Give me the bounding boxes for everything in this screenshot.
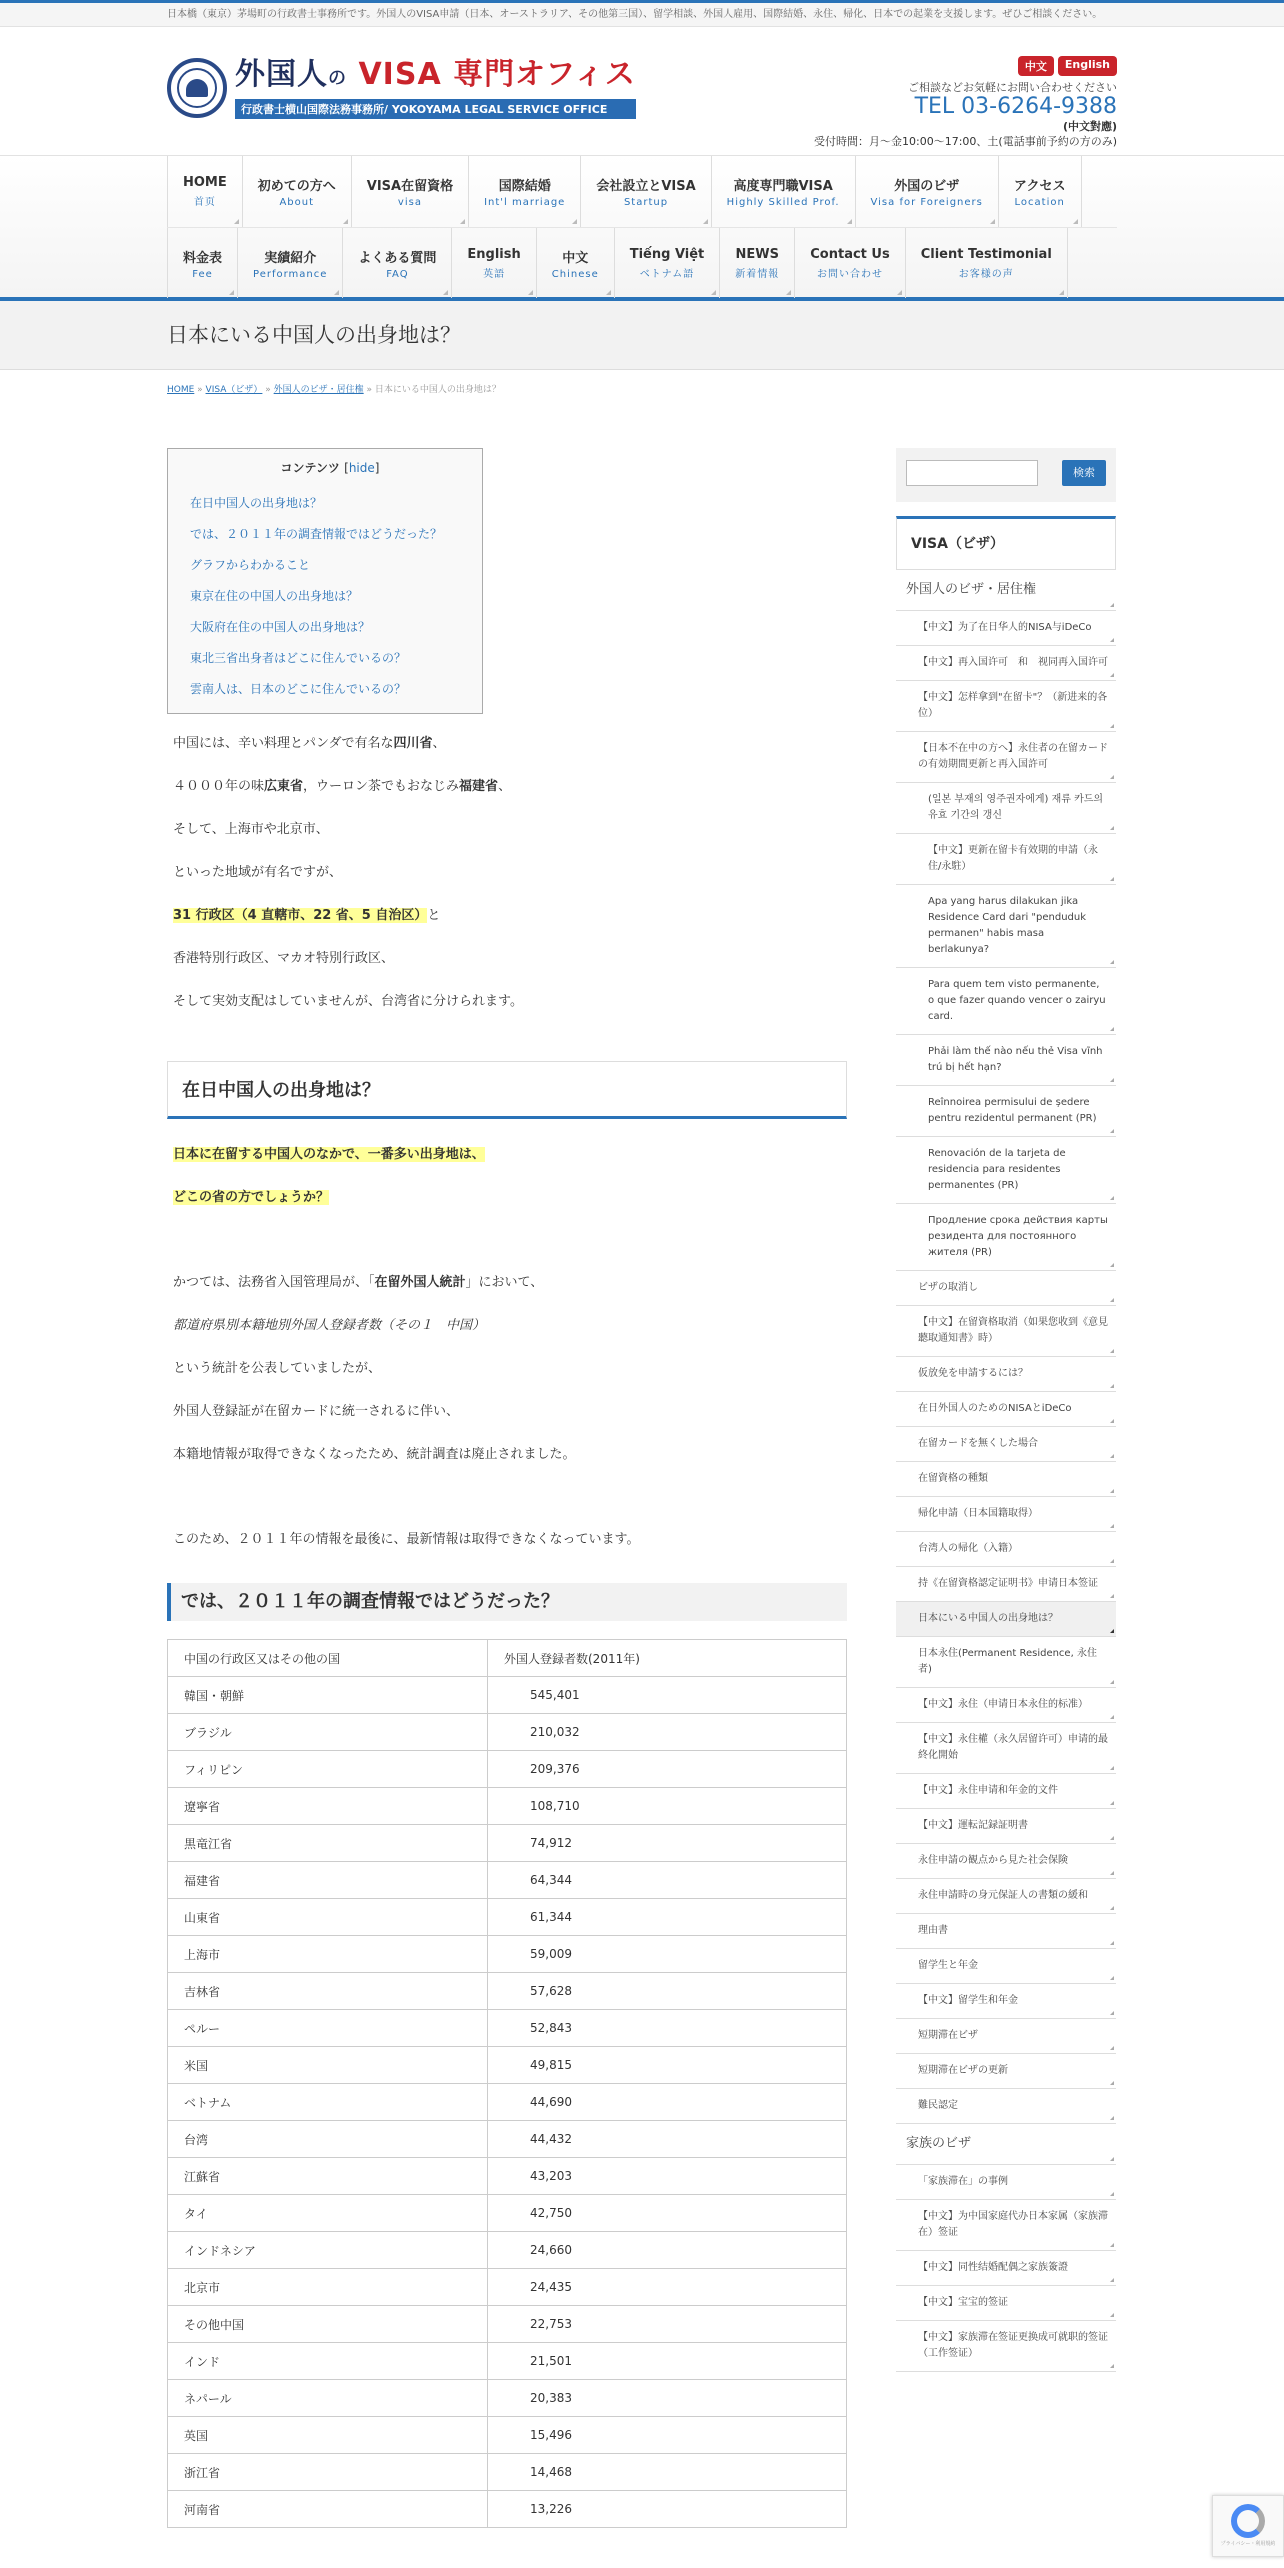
nav-item-row2-7[interactable] [794,228,904,298]
sidebar-link[interactable]: 【日本不在中の方へ】永住者の在留カードの有効期間更新と再入国許可 [896,732,1116,783]
nav-label: Contact Us [810,246,890,262]
nav-item-row1-5[interactable] [711,156,855,227]
nav-label: 外国のビザ [894,179,960,194]
nav-sublabel: Chinese [551,268,599,280]
logo-emblem-icon [167,58,227,118]
table-row [168,1677,847,1714]
table-header-count: 外国人登録者数(2011年) [488,1640,847,1677]
breadcrumb: HOME » VISA（ビザ） » 外国人のビザ・居住権 » 日本にいる中国人の出身地は？ [167,385,501,395]
nav-sublabel: Visa for Foreigners [870,197,983,208]
table-cell-region: フィリピン [168,1751,488,1788]
sidebar-link[interactable]: 日本永住(Permanent Residence, 永住者) [896,1637,1116,1688]
toc-link[interactable]: グラフからわかること [190,558,311,572]
table-cell-count: 59,009 [488,1936,847,1973]
table-row [168,2232,847,2269]
nav-sublabel: 首页 [193,197,216,208]
table-row [168,2047,847,2084]
nav-item-row2-8[interactable] [905,228,1068,298]
table-cell-count: 22,753 [488,2306,847,2343]
toc-link[interactable]: 在日中国人の出身地は？ [190,496,323,510]
header-contact [814,56,1117,149]
sidebar-link[interactable]: 【中文】永住申请和年金的文件 [896,1774,1116,1809]
nav-item-row2-3[interactable] [451,228,535,298]
intro-sichuan: 中国には、辛い料理とパンダで有名な四川省、 [173,736,446,751]
table-cell-region: インドネシア [168,2232,488,2269]
nav-label: English [467,246,521,262]
table-cell-region: 遼寧省 [168,1788,488,1825]
table-header-row [168,1640,847,1677]
table-cell-count: 21,501 [488,2343,847,2380]
nav-sublabel: お客様の声 [958,268,1014,280]
nav-item-row2-0[interactable] [167,228,237,298]
nav-sublabel: お問い合わせ [817,268,883,280]
nav-item-row1-6[interactable] [855,156,998,227]
intro-guangdong: ４０００年の味広東省，ウーロン茶でもおなじみ福建省、 [173,779,512,794]
sidebar-link[interactable]: 日本にいる中国人の出身地は？ [896,1602,1116,1637]
sidebar-link[interactable]: 【中文】同性结婚配偶之家族簽證 [896,2251,1116,2286]
search-input[interactable] [906,460,1038,486]
nav-sublabel: Int'l marriage [484,197,566,208]
recaptcha-badge[interactable] [1212,2495,1284,2557]
page-title: 日本にいる中国人の出身地は？ [167,323,461,347]
nav-item-row1-2[interactable] [351,156,468,227]
nav-label: Client Testimonial [920,246,1052,262]
stats-last-info: このため、２０１１年の情報を最後に、最新情報は取得できなくなっています。 [173,1532,640,1547]
sidebar-link[interactable]: (일본 부재의 영주권자에게) 재류 카드의 유효 기간의 갱신 [896,783,1116,834]
question-line-2: どこの省の方でしょうか？ [173,1190,330,1205]
breadcrumb-current: 日本にいる中国人の出身地は？ [374,385,501,395]
table-cell-count: 52,843 [488,2010,847,2047]
sidebar-link[interactable]: 【中文】運転記録証明書 [896,1809,1116,1844]
nav-sublabel: Performance [253,268,328,280]
table-row [168,2158,847,2195]
table-cell-region: 河南省 [168,2491,488,2528]
table-row [168,2010,847,2047]
sidebar-category[interactable]: 外国人のビザ・居住権 [896,570,1116,611]
table-of-contents [167,448,483,714]
table-cell-region: 上海市 [168,1936,488,1973]
nav-item-row1-1[interactable] [242,156,351,227]
table-cell-region: 吉林省 [168,1973,488,2010]
recaptcha-text: プライバシー・利用規約 [1220,2541,1276,2547]
toc-hide-link[interactable]: hide [348,461,375,475]
sidebar-link[interactable]: 【中文】怎样拿到"在留卡"？（新进来的各位） [896,681,1116,732]
table-cell-region: 山東省 [168,1899,488,1936]
sidebar-link[interactable]: 帰化申請（日本国籍取得） [896,1497,1116,1532]
table-cell-count: 57,628 [488,1973,847,2010]
top-info-bar [0,0,1284,27]
logo-subtitle: 行政書士横山国際法務事務所/ YOKOYAMA LEGAL SERVICE OFFICE [235,99,636,119]
phone-number[interactable]: TEL 03-6264-9388 [914,94,1117,119]
section-heading-origin: 在日中国人の出身地は？ [167,1061,847,1119]
chinese-support-note: (中文對應) [1062,120,1117,133]
breadcrumb-foreigner-visa[interactable]: 外国人のビザ・居住権 [273,385,364,395]
sidebar-link[interactable]: 仮放免を申請するには？ [896,1357,1116,1392]
sidebar-link[interactable]: 在留資格の種類 [896,1462,1116,1497]
site-logo[interactable] [167,57,636,119]
table-cell-count: 210,032 [488,1714,847,1751]
table-cell-count: 209,376 [488,1751,847,1788]
nav-sublabel: FAQ [386,268,409,280]
nav-sublabel: 英語 [483,268,506,280]
table-cell-region: 黒竜江省 [168,1825,488,1862]
sidebar-link[interactable]: 【中文】家族滞在签证更换成可就职的签证（工作签证） [896,2321,1116,2372]
table-row [168,1825,847,1862]
sidebar-link[interactable]: 理由書 [896,1914,1116,1949]
sidebar-link[interactable]: 【中文】再入国许可 和 视同再入国许可 [896,646,1116,681]
table-cell-count: 14,468 [488,2454,847,2491]
table-cell-region: 北京市 [168,2269,488,2306]
nav-label: アクセス [1013,179,1066,194]
sidebar-link[interactable]: Phải làm thế nào nếu thẻ Visa vĩnh trú bị hết hạn? [896,1035,1116,1086]
sidebar-link[interactable]: 短期滞在ビザの更新 [896,2054,1116,2089]
table-row [168,1714,847,1751]
sidebar-link[interactable]: 「家族滞在」の事例 [896,2165,1116,2200]
question-line-1: 日本に在留する中国人のなかで、一番多い出身地は、 [173,1147,485,1162]
sidebar-category[interactable]: 家族のビザ [896,2124,1116,2165]
nav-item-row1-3[interactable] [468,156,580,227]
table-cell-region: その他中国 [168,2306,488,2343]
breadcrumb-visa[interactable]: VISA（ビザ） [205,385,263,395]
sidebar-link[interactable]: 持《在留資格認定证明书》申请日本签证 [896,1567,1116,1602]
sidebar-link[interactable]: 【中文】永住權（永久居留许可）申请的最終化開始 [896,1723,1116,1774]
nav-label: 高度専門職VISA [733,179,833,194]
stats-card-unified: 外国人登録証が在留カードに統一されるに伴い、 [173,1404,460,1419]
sidebar-link[interactable]: 【中文】更新在留卡有效期的申請（永住/永駐） [896,834,1116,885]
table-cell-region: 浙江省 [168,2454,488,2491]
site-header [167,27,1117,155]
sidebar-link[interactable]: 【中文】在留資格取消（如果您收到《意見聽取通知書》時） [896,1306,1116,1357]
intro-hk-macau: 香港特別行政区、マカオ特別行政区、 [173,951,395,966]
stats-abolished: 本籍地情報が取得できなくなったため、統計調査は廃止されました。 [173,1447,576,1462]
table-cell-region: ブラジル [168,1714,488,1751]
toc-title: コンテンツ [hide] [280,461,380,475]
intro-taiwan: そして実効支配はしていませんが、台湾省に分けられます。 [173,994,523,1009]
nav-sublabel: About [279,197,315,208]
contact-note: ご相談などお気軽にお問い合わせください [908,81,1117,94]
table-row [168,2269,847,2306]
table-row [168,2380,847,2417]
toc-link[interactable]: 大阪府在住の中国人の出身地は？ [190,620,371,634]
nav-sublabel: ベトナム語 [639,268,695,280]
toc-link[interactable]: 東京在住の中国人の出身地は？ [190,589,359,603]
nav-label: 実績紹介 [264,250,317,266]
sidebar-link[interactable]: 短期滞在ビザ [896,2019,1116,2054]
recaptcha-icon [1231,2504,1265,2538]
table-cell-region: ネパール [168,2380,488,2417]
breadcrumb-home[interactable]: HOME [167,385,195,395]
toc-link[interactable]: 東北三省出身者はどこに住んでいるの？ [190,651,407,665]
table-row [168,2121,847,2158]
table-cell-region: 福建省 [168,1862,488,1899]
table-cell-count: 13,226 [488,2491,847,2528]
table-cell-region: タイ [168,2195,488,2232]
sidebar-link[interactable]: 【中文】宝宝的签证 [896,2286,1116,2321]
table-cell-region: 英国 [168,2417,488,2454]
lang-english-button[interactable]: English [1058,56,1117,76]
table-row [168,1936,847,1973]
table-cell-count: 42,750 [488,2195,847,2232]
intro-admin-divisions: 31 行政区（4 直轄市、22 省、5 自治区）と [173,908,441,923]
sidebar-link[interactable]: 永住申請時の身元保証人の書類の緩和 [896,1879,1116,1914]
sidebar-link[interactable]: Renovación de la tarjeta de residencia para residentes permanentes (PR) [896,1137,1116,1204]
table-cell-count: 43,203 [488,2158,847,2195]
nav-label: 中文 [562,250,589,266]
table-cell-region: インド [168,2343,488,2380]
intro-famous: といった地域が有名ですが、 [173,865,343,880]
table-row [168,2306,847,2343]
table-cell-region: ベトナム [168,2084,488,2121]
table-cell-count: 49,815 [488,2047,847,2084]
table-row [168,1862,847,1899]
nav-item-row1-7[interactable] [998,156,1082,227]
table-cell-region: 韓国・朝鮮 [168,1677,488,1714]
sidebar-link[interactable]: Para quem tem visto permanente, o que fazer quando vencer o zairyu card. [896,968,1116,1035]
sidebar-link[interactable]: 【中文】留学生和年金 [896,1984,1116,2019]
table-cell-count: 64,344 [488,1862,847,1899]
table-cell-count: 61,344 [488,1899,847,1936]
sidebar-link[interactable]: 在留カードを無くした場合 [896,1427,1116,1462]
table-row [168,1899,847,1936]
nav-item-row2-2[interactable] [342,228,451,298]
nav-item-row2-5[interactable] [614,228,720,298]
section-heading-2011: では、２０１１年の調査情報ではどうだった？ [167,1583,847,1621]
table-cell-count: 545,401 [488,1677,847,1714]
toc-link[interactable]: 雲南人は、日本のどこに住んでいるの？ [190,682,407,696]
table-row [168,1751,847,1788]
nav-label: 初めての方へ [257,179,336,194]
table-row [168,2417,847,2454]
table-cell-region: 江蘇省 [168,2158,488,2195]
sidebar-link[interactable]: ビザの取消し [896,1271,1116,1306]
table-row [168,2454,847,2491]
table-cell-count: 15,496 [488,2417,847,2454]
table-cell-count: 44,690 [488,2084,847,2121]
sidebar-link[interactable]: 難民認定 [896,2089,1116,2124]
sidebar-link[interactable]: 永住申請の観点から見た社会保険 [896,1844,1116,1879]
table-cell-count: 24,435 [488,2269,847,2306]
nav-item-row2-1[interactable] [237,228,342,298]
main-navigation [0,155,1284,301]
nav-label: 国際結婚 [498,179,551,194]
nav-item-row2-6[interactable] [719,228,794,298]
sidebar-link[interactable]: Продление срока действия карты резидента для постоянного жителя (PR) [896,1204,1116,1271]
table-cell-region: 米国 [168,2047,488,2084]
nav-sublabel: visa [397,197,422,208]
sidebar-link[interactable]: 【中文】永住（申请日本永住的标准） [896,1688,1116,1723]
table-row [168,1973,847,2010]
sidebar-search [896,448,1116,502]
table-cell-count: 20,383 [488,2380,847,2417]
table-header-region: 中国の行政区又はその他の国 [168,1640,488,1677]
nav-label: NEWS [735,246,779,262]
lang-chinese-button[interactable]: 中文 [1018,56,1054,76]
nav-label: VISA在留資格 [366,179,454,194]
table-cell-count: 74,912 [488,1825,847,1862]
top-info-text: 日本橋（東京）茅場町の行政書士事務所です。外国人のVISA申請（日本、オーストラリア、その他第三国）、留学相談、外国人雇用、国際結婚、永住、帰化、日本での起業を支援します。ぜひご相談ください。 [167,9,1103,20]
sidebar-title: VISA（ビザ） [896,516,1116,570]
intro-shanghai: そして、上海市や北京市、 [173,822,329,837]
table-row [168,1788,847,1825]
nav-item-row1-4[interactable] [580,156,710,227]
table-cell-count: 24,660 [488,2232,847,2269]
table-cell-region: 台湾 [168,2121,488,2158]
sidebar-link[interactable]: 台湾人の帰化（入籍） [896,1532,1116,1567]
table-cell-count: 44,432 [488,2121,847,2158]
sidebar-link[interactable]: Reînnoirea permisului de ședere pentru rezidentul permanent (PR) [896,1086,1116,1137]
nav-item-row1-0[interactable] [167,156,242,227]
sidebar-link[interactable]: Apa yang harus dilakukan jika Residence Card dari "penduduk permanen" habis masa berlakunya? [896,885,1116,968]
nav-label: HOME [183,175,227,190]
nav-label: 料金表 [183,250,223,266]
table-row [168,2491,847,2528]
nav-sublabel: Startup [623,197,669,208]
nav-sublabel: Fee [192,268,213,280]
main-content [167,448,847,2528]
table-row [168,2343,847,2380]
nav-sublabel: Location [1014,197,1065,208]
nav-sublabel: Highly Skilled Prof. [726,197,840,208]
table-row [168,2195,847,2232]
nav-label: 会社設立とVISA [596,179,696,194]
sidebar-link[interactable]: 在日外国人のためのNISAとiDeCo [896,1392,1116,1427]
sidebar-link[interactable]: 留学生と年金 [896,1949,1116,1984]
search-button[interactable]: 検索 [1062,460,1106,486]
sidebar-link[interactable]: 【中文】为了在日华人的NISA与iDeCo [896,611,1116,646]
nav-sublabel: 新着情報 [735,268,780,280]
sidebar [896,448,1116,2372]
table-cell-region: ペルー [168,2010,488,2047]
stats-name: 都道府県別本籍地別外国人登録者数（その１ 中国） [173,1318,486,1333]
nav-label: よくある質問 [358,250,437,266]
table-row [168,2084,847,2121]
registration-table [167,1639,847,2528]
sidebar-link[interactable]: 【中文】为中国家庭代办日本家属（家族滞在）签证 [896,2200,1116,2251]
table-cell-count: 108,710 [488,1788,847,1825]
page-title-band [0,301,1284,370]
stats-published: という統計を公表していましたが、 [173,1361,382,1376]
nav-label: Tiếng Việt [629,246,705,262]
logo-title: 外国人の VISA 専門オフィス [235,57,636,92]
nav-item-row2-4[interactable] [536,228,614,298]
office-hours: 受付時間：月～金10:00〜17:00、土(電話事前予約の方のみ) [814,135,1117,148]
toc-link[interactable]: では、２０１１年の調査情報ではどうだった？ [190,527,443,541]
stats-history: かつては、法務省入国管理局が、「在留外国人統計」において、 [173,1275,544,1290]
